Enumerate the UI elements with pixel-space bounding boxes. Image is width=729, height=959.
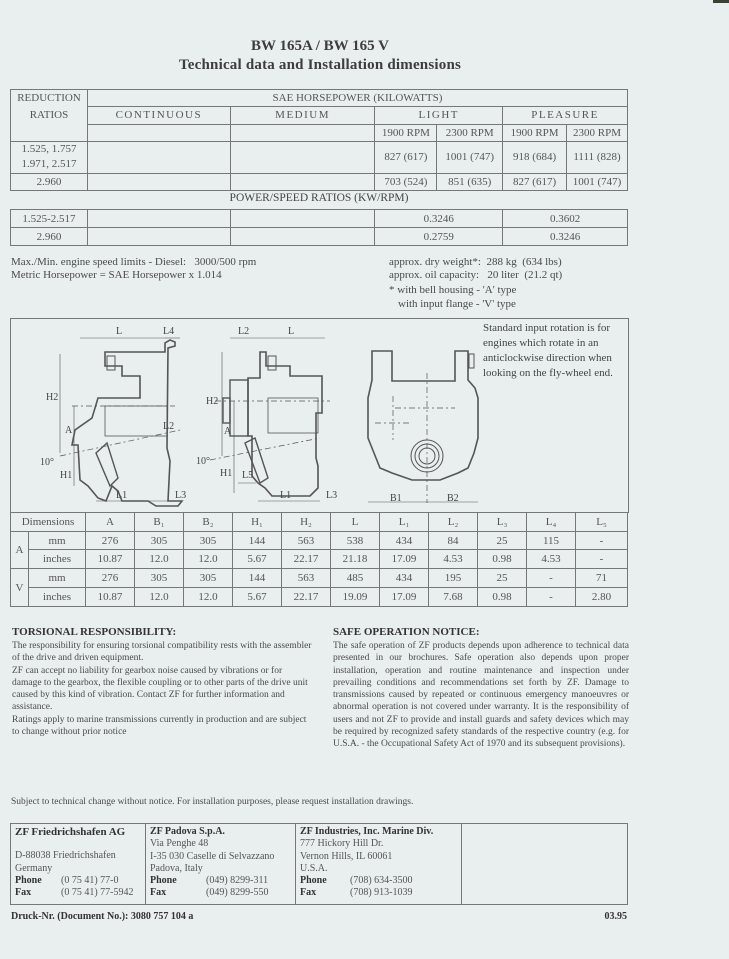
value-cell: 71 (576, 569, 628, 588)
label-B2: B2 (447, 493, 459, 504)
v-type-breather (268, 356, 276, 370)
page-subtitle: Technical data and Installation dimensions (178, 57, 462, 73)
table-row (11, 173, 628, 190)
speed-limits-value: 3000/500 rpm (194, 256, 257, 268)
dimensions-header: Dimensions (11, 513, 86, 532)
type-label: V (11, 569, 29, 607)
rpm-header: 1900 RPM (375, 124, 437, 141)
table-row (11, 532, 628, 550)
value-cell: 276 (86, 569, 135, 588)
oil-capacity-qt: (21.2 qt) (524, 269, 563, 281)
dimensions-table (10, 512, 628, 607)
address-line (15, 838, 141, 850)
label-H2-v: H2 (206, 396, 219, 407)
address-line: 777 Hickory Hill Dr. (300, 838, 384, 850)
ratio-cell: 1.525-2.517 (11, 210, 88, 228)
col-header: H₂ (282, 513, 331, 532)
sae-horsepower-header: SAE HORSEPOWER (KILOWATTS) (87, 90, 627, 107)
address-zf-friedrichshafen (11, 824, 146, 904)
address-line: Germany (15, 862, 53, 874)
duty-pleasure: PLEASURE (503, 107, 628, 124)
address-line: U.S.A. (300, 862, 328, 874)
dimensions-header-row (11, 513, 628, 532)
duty-medium: MEDIUM (230, 107, 375, 124)
label-L1: L1 (116, 490, 128, 501)
a-type-inner-case (105, 406, 167, 436)
light-2300-cell: 851 (635) (437, 173, 503, 190)
label-L5: L5 (242, 470, 254, 481)
dry-weight-lbs: (634 lbs) (522, 256, 562, 268)
v-type-side-view (196, 326, 337, 501)
speed-limits-label: Max./Min. engine speed limits - Diesel: (11, 256, 187, 268)
phone-number: (0 75 41) 77-0 (61, 874, 119, 886)
value-cell: 12.0 (184, 588, 233, 607)
value-cell: 4.53 (527, 550, 576, 569)
footnote-input-flange: with input flange - 'V' type (398, 298, 516, 310)
address-line: Vernon Hills, IL 60061 (300, 850, 393, 862)
value-cell: 17.09 (380, 550, 429, 569)
value-cell: 485 (331, 569, 380, 588)
value-cell: 195 (429, 569, 478, 588)
print-date: 03.95 (604, 911, 627, 922)
value-cell: - (576, 550, 628, 569)
light-1900-cell: 827 (617) (375, 141, 437, 173)
label-L3: L3 (175, 490, 187, 501)
rpm-header: 2300 RPM (437, 124, 503, 141)
label-L4: L4 (163, 326, 175, 337)
label-L-v: L (288, 326, 295, 337)
col-header: L₃ (478, 513, 527, 532)
table-row (11, 550, 628, 569)
medium-cell (230, 173, 375, 190)
disclaimer: Subject to technical change without notice. For installation purposes, please request installation drawings. (11, 797, 414, 807)
col-header: H₁ (233, 513, 282, 532)
value-cell: 5.67 (233, 588, 282, 607)
value-cell: 305 (135, 532, 184, 550)
label-H1: H1 (60, 470, 73, 481)
oil-capacity-label: approx. oil capacity: (389, 269, 480, 281)
fax-label: Fax (150, 887, 167, 899)
ratio-cell: 2.960 (11, 228, 88, 246)
value-cell: - (576, 532, 628, 550)
end-view-breather (469, 354, 474, 368)
reduction-label: REDUCTION (17, 92, 81, 104)
value-cell: 4.53 (429, 550, 478, 569)
pleasure-cell: 0.3602 (503, 210, 628, 228)
address-line: Via Penghe 48 (150, 838, 209, 850)
label-L2-v: L2 (238, 326, 250, 337)
safe-operation-heading: SAFE OPERATION NOTICE: (333, 626, 480, 638)
ratios-label: RATIOS (29, 109, 69, 121)
label-H2: H2 (46, 392, 59, 403)
value-cell: 22.17 (282, 588, 331, 607)
col-header: L₄ (527, 513, 576, 532)
pleasure-2300-cell: 1111 (828) (567, 141, 628, 173)
value-cell: 538 (331, 532, 380, 550)
safe-operation-body: The safe operation of ZF products depends upon adherence to technical data presented in our brochures. Safe operation also depends upon proper installation, operation and routine maintenance and inspection under prevailing conditions and recommendations set forth by ZF. Damage to transmissions caused by repeated or continuous emergency manoeuvres or abnormal operation is not covered under warranty. It is the responsibility of users and not ZF to provide and install guards and safety devices which may be required by recognized safety standards of the respective country (e.g. for U.S.A. - the Occupational Safety Act of 1970 and its subsequent provisions). (333, 641, 629, 750)
col-header: B₂ (184, 513, 233, 532)
col-header: A (86, 513, 135, 532)
v-type-input-flange-body (230, 380, 248, 436)
ratio-spacer (11, 124, 88, 141)
value-cell: 22.17 (282, 550, 331, 569)
value-cell: 12.0 (184, 550, 233, 569)
company-name: ZF Friedrichshafen AG (15, 826, 126, 838)
medium-cell (230, 210, 375, 228)
value-cell: 563 (282, 569, 331, 588)
continuous-cell (87, 210, 230, 228)
a-type-output-flange (96, 443, 118, 486)
continuous-cell (87, 141, 230, 173)
label-L2: L2 (163, 421, 175, 432)
a-type-breather (107, 356, 115, 370)
label-A: A (65, 425, 73, 436)
label-L3-v: L3 (326, 490, 338, 501)
col-header: L₁ (380, 513, 429, 532)
value-cell: 12.0 (135, 588, 184, 607)
unit-cell: mm (29, 532, 86, 550)
v-type-inner-case (268, 398, 318, 433)
label-angle-v: 10° (196, 456, 210, 467)
table-row (11, 141, 628, 173)
value-cell: 276 (86, 532, 135, 550)
footnote-bell-housing: * with bell housing - 'A' type (389, 284, 517, 296)
document-number: Druck-Nr. (Document No.): 3080 757 104 a (11, 911, 194, 922)
continuous-cell (87, 228, 230, 246)
value-cell: 10.87 (86, 588, 135, 607)
ratings-table (10, 89, 628, 191)
label-L1-v: L1 (280, 490, 292, 501)
value-cell: 0.98 (478, 588, 527, 607)
fax-label: Fax (300, 887, 317, 899)
rpm-header: 2300 RPM (567, 124, 628, 141)
phone-label: Phone (150, 875, 177, 887)
value-cell: - (527, 569, 576, 588)
address-zf-industries (296, 824, 461, 904)
pleasure-1900-cell: 918 (684) (503, 141, 567, 173)
duty-continuous: CONTINUOUS (87, 107, 230, 124)
address-line: D-88038 Friedrichshafen (15, 850, 116, 862)
medium-rpm-empty (230, 124, 375, 141)
value-cell: 305 (135, 569, 184, 588)
value-cell: 563 (282, 532, 331, 550)
value-cell: 305 (184, 569, 233, 588)
type-label: A (11, 532, 29, 569)
address-zf-padova (146, 824, 296, 904)
label-L: L (116, 326, 123, 337)
col-header: L₂ (429, 513, 478, 532)
label-B1: B1 (390, 493, 402, 504)
value-cell: 19.09 (331, 588, 380, 607)
value-cell: 12.0 (135, 550, 184, 569)
a-type-side-view (40, 326, 186, 506)
rpm-header: 1900 RPM (503, 124, 567, 141)
value-cell: 144 (233, 569, 282, 588)
medium-cell (230, 228, 375, 246)
table-row (11, 210, 628, 228)
label-A-v: A (224, 426, 232, 437)
fax-label: Fax (15, 887, 32, 899)
torsional-heading: TORSIONAL RESPONSIBILITY: (12, 626, 177, 638)
value-cell: 2.80 (576, 588, 628, 607)
medium-cell (230, 141, 375, 173)
value-cell: 434 (380, 532, 429, 550)
unit-cell: mm (29, 569, 86, 588)
light-cell: 0.3246 (375, 210, 503, 228)
installation-drawing (10, 318, 485, 512)
value-cell: 434 (380, 569, 429, 588)
value-cell: 25 (478, 532, 527, 550)
company-name: ZF Padova S.p.A. (150, 826, 225, 837)
address-block (10, 823, 462, 905)
value-cell: 17.09 (380, 588, 429, 607)
duty-light: LIGHT (375, 107, 503, 124)
table-row (11, 228, 628, 246)
torsional-body: The responsibility for ensuring torsional compatibility rests with the assembler of the drive and driven equipment. ZF can accept no liability for gearbox noise caused by vibrations or for damage to the gearbox, the flexible coupling or to other parts of the drive unit caused by this kind of vibration. Contact ZF for further information and assistance. Ratings apply to marine transmissions currently in production and are subject to change without prior notice (12, 641, 312, 738)
phone-number: (708) 634-3500 (350, 875, 413, 887)
dry-weight-value: 288 kg (486, 256, 517, 268)
value-cell: 25 (478, 569, 527, 588)
phone-label: Phone (15, 874, 42, 886)
ratio-cell: 2.960 (11, 173, 88, 190)
address-line: I-35 030 Caselle di Selvazzano (150, 850, 275, 862)
v-type-input-flange (223, 398, 230, 423)
v-type-housing-outline (248, 352, 322, 496)
v-type-output-centerline (210, 438, 320, 460)
light-1900-cell: 703 (524) (375, 173, 437, 190)
metric-hp-note: Metric Horsepower = SAE Horsepower x 1.014 (11, 269, 222, 281)
label-angle: 10° (40, 457, 54, 468)
value-cell: - (527, 588, 576, 607)
value-cell: 21.18 (331, 550, 380, 569)
oil-capacity-value: 20 liter (487, 269, 519, 281)
fax-number: (708) 913-1039 (350, 887, 413, 899)
a-type-output-centerline (60, 430, 180, 456)
value-cell: 144 (233, 532, 282, 550)
col-header: L₅ (576, 513, 628, 532)
pleasure-cell: 0.3246 (503, 228, 628, 246)
scan-edge-mark (713, 0, 729, 3)
table-row (11, 569, 628, 588)
unit-cell: inches (29, 588, 86, 607)
value-cell: 5.67 (233, 550, 282, 569)
label-H1-v: H1 (220, 468, 233, 479)
address-line: Padova, Italy (150, 862, 203, 874)
dry-weight-label: approx. dry weight*: (389, 256, 481, 268)
light-2300-cell: 1001 (747) (437, 141, 503, 173)
oil-capacity (389, 269, 562, 282)
address-blank-box (460, 823, 628, 905)
table-row (11, 588, 628, 607)
ratio-line: 1.525, 1.757 (21, 143, 77, 155)
speed-limits (11, 256, 256, 269)
fax-number: (049) 8299-550 (206, 887, 269, 899)
pleasure-2300-cell: 1001 (747) (567, 173, 628, 190)
value-cell: 84 (429, 532, 478, 550)
light-cell: 0.2759 (375, 228, 503, 246)
rotation-note: Standard input rotation is for engines which rotate in an anticlockwise direction when looking on the fly-wheel end. (483, 322, 613, 379)
end-view (368, 351, 478, 504)
continuous-cell (87, 173, 230, 190)
page-title: BW 165A / BW 165 V (251, 38, 389, 54)
ratio-cell (11, 141, 88, 173)
end-view-housing-outline (368, 351, 478, 480)
value-cell: 0.98 (478, 550, 527, 569)
col-header: L (331, 513, 380, 532)
reduction-ratios-header (11, 90, 88, 125)
value-cell: 7.68 (429, 588, 478, 607)
ratio-line: 1.971, 2.517 (21, 158, 77, 170)
phone-label: Phone (300, 875, 327, 887)
unit-cell: inches (29, 550, 86, 569)
value-cell: 305 (184, 532, 233, 550)
col-header: B₁ (135, 513, 184, 532)
value-cell: 10.87 (86, 550, 135, 569)
continuous-rpm-empty (87, 124, 230, 141)
value-cell: 115 (527, 532, 576, 550)
phone-number: (049) 8299-311 (206, 875, 269, 887)
power-speed-table (10, 209, 628, 246)
power-speed-header: POWER/SPEED RATIOS (KW/RPM) (229, 192, 409, 204)
pleasure-1900-cell: 827 (617) (503, 173, 567, 190)
company-name: ZF Industries, Inc. Marine Div. (300, 826, 434, 837)
dry-weight (389, 256, 562, 269)
fax-number: (0 75 41) 77-5942 (61, 887, 134, 899)
